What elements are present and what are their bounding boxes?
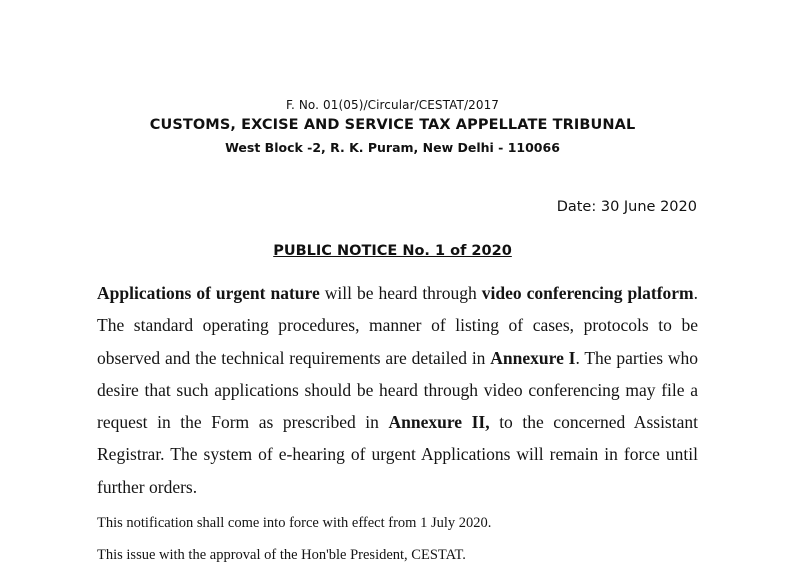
effect-note: This notification shall come into force with effect from 1 July 2020. bbox=[97, 515, 492, 531]
approval-note: This issue with the approval of the Hon'ble President, CESTAT. bbox=[97, 547, 466, 563]
body-text-2: . The standard operating procedures, manner of listing of cases, protocols to be observed and the technical requirements are detailed in bbox=[97, 283, 698, 368]
body-text-4: to the concerned Assistant Registrar. The system of e-hearing of urgent Applications will remain in force until further orders. bbox=[97, 412, 698, 497]
body-text-1: will be heard through bbox=[319, 283, 482, 303]
file-number: F. No. 01(05)/Circular/CESTAT/2017 bbox=[285, 98, 500, 112]
notice-title: PUBLIC NOTICE No. 1 of 2020 bbox=[273, 243, 512, 259]
notice-date: Date: 30 June 2020 bbox=[556, 199, 697, 215]
tribunal-name: CUSTOMS, EXCISE AND SERVICE TAX APPELLATE TRIBUNAL bbox=[149, 117, 636, 133]
body-text-3: . The parties who desire that such applications should be heard through video conferencing may file a request in the Form as prescribed in bbox=[97, 347, 698, 433]
body-bold-urgent: Applications of urgent nature bbox=[97, 283, 320, 303]
body-bold-annexure-2: Annexure II, bbox=[388, 412, 490, 433]
body-bold-video: video conferencing platform bbox=[481, 283, 694, 303]
body-bold-annexure-1: Annexure I bbox=[490, 347, 576, 368]
tribunal-address: West Block -2, R. K. Puram, New Delhi - 110066 bbox=[225, 140, 560, 155]
notice-body bbox=[97, 277, 698, 503]
